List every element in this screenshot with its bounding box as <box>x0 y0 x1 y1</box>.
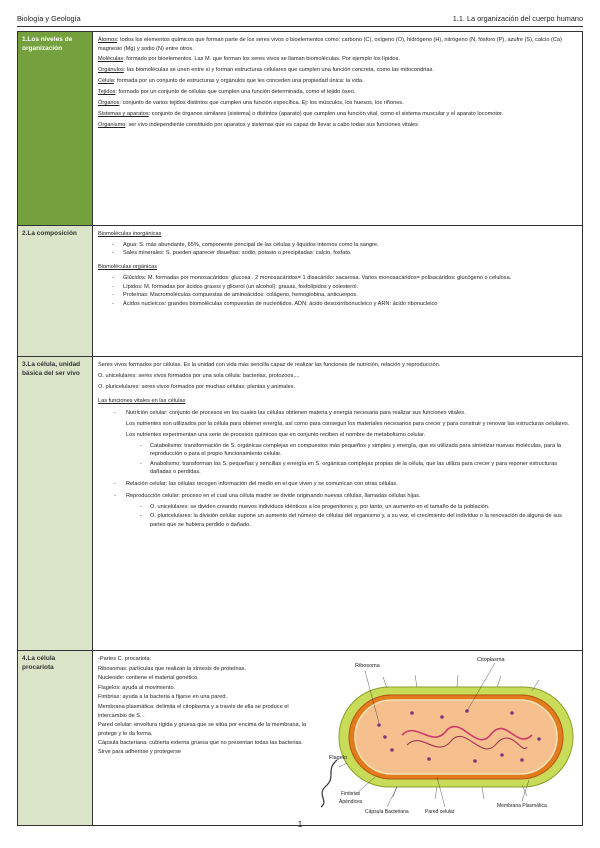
list-item: - Proteínas: Macromoléculas compuestas de aminoácidos: colágeno, hemoglobina, anticuerpos. <box>112 291 577 300</box>
label-citoplasma: Citoplasma <box>477 657 505 663</box>
page-header <box>17 13 583 27</box>
level-item: Orgánulos: las biomoléculas se unen entre sí y forman estructuras celulares que cumplen una función concreta, como las mitocondrias. <box>98 67 434 74</box>
list-item: - Agua: S. más abundante, 65%, componente principal de las células y líquidos internos como la sangre. <box>112 241 577 250</box>
label-apendices: Apéndices <box>339 799 363 805</box>
metabolism-list <box>140 442 577 477</box>
list-item: - Lípidos: M. formadas por ácidos grasos y glicerol (un alcohol): grasas, fosfolípidos y colesterol. <box>112 283 577 292</box>
section-label: 4.La célula procariota <box>18 651 93 825</box>
section-label: 1.Los niveles de organización <box>18 32 93 225</box>
flagellum <box>321 760 337 807</box>
level-item: Sistemas y aparatos: conjunto de órganos similares (sistema) o distintos (aparato) que cumplen una función vital, como el sistema muscular y el aparato locomotor. <box>98 110 504 117</box>
level-item: Órganos: conjunto de varios tejidos distintos que cumplen una función específica. Ej: los músculos, los huesos, los riñones. <box>98 100 404 107</box>
list-item: - Anabolismo: transforman las S. pequeñas y sencillas y energía en S. orgánicas complejas propias de la célula, que las utiliza para crecer y para reponer estructuras dañadas o perdidas. <box>140 460 577 477</box>
section-label: 3.La célula, unidad básica del ser vivo <box>18 357 93 650</box>
label-fimbrias: Fimbrias <box>341 791 361 797</box>
list-item: - Sales minerales: S. pueden aparecer disueltas: sodio, potasio o precipitadas: calcio, fosfato. <box>112 249 577 258</box>
level-item: Átomos: todos los elementos químicos que forman parte de los seres vivos o bioelementos como: carbono (C), oxígeno (O), hidrógeno (H), nitrógeno (N, fósforo (P), azufre (S), calcio (Ca) magnesio (Mg) y sodio (N) entre otros. <box>98 37 562 52</box>
paragraph: O. unicelulares: seres vivos formados por una sola célula: bacterias, protozoos,... <box>98 372 300 379</box>
list-item: - Catabolismo: transformación de S. orgánicas complejas en compuestos más pequeños y simples y energía, que es utilizada para sintetizar nuevas moléculas, para la reproducción o para el propio funcionamiento celular. <box>140 442 577 459</box>
vital-functions-list <box>114 409 577 529</box>
inorganic-list <box>112 241 577 258</box>
prokaryote-parts: -Partes C. procariota: Ribosomas: partículas que realizan la síntesis de proteínas. Nucleoide: contiene el material genético. Flagelos: ayuda al movimiento. Fimbrias: ayuda a la bacteria a fijarse en una pared. Membrana plasmática: delimita el citoplasma y a través de ella se produce el intercambio de S. . Pared celular: envoltura rígida y gruesa que se sitúa por encima de la membrana, la protege y le da forma. Cápsula bacteriana: cubierta externa gruesa que no presentan todas las bacterias. Sirve para adherirse y protegerse <box>98 656 307 755</box>
organic-list <box>112 274 577 308</box>
label-membrana: Membrana Plasmática <box>497 803 547 809</box>
list-item: - Glúcidos: M. formadas por monosacáridos: glucosa . 2 monosacáridos= 1 disacárido: sacarosa. Varios monosacáridos= polisacáridos: glucógeno o celulosa. <box>112 274 577 283</box>
paragraph: O. pluricelulares: seres vivos formados por muchas células: plantas y animales. <box>98 383 296 390</box>
section-content <box>93 357 582 650</box>
list-item: - Reproducción celular: proceso en el cual una célula madre se divide originando nuevas células, llamadas células hijas. - O. unicelulares: se dividen creando nuevos individuos idénticos a los progenitores y, por tanto, un aumento en el tamaño de la población. - O. pluricelulares: la división celular supone un aumento del número de células del organismo y, a su vez, el crecimiento del individuo o la renovación de alguna de sus partes que se hubiera perdido o dañado. <box>114 492 577 530</box>
level-item: Tejidos: formado por un conjunto de células que cumplen una función determinada, como el tejido óseo. <box>98 89 356 96</box>
paragraph: Seres vivos formados por células. Es la unidad con vida más sencilla capaz de realizar las funciones de nutrición, relación y reproducción. <box>98 362 441 368</box>
list-item: - Nutrición celular: conjunto de procesos en los cuales las células obtienen materia y energía necesaria para realizar sus funciones vitales. Los nutrientes son utilizados por la célula para obtener energía, así como para conseguir los materiales necesarios para crecer y para construir y renovar las estructuras celulares. Los nutrientes experimentan una serie de procesos químicos que en conjunto reciben el nombre de metabolismo celular. - Catabolismo: transformación de S. orgánicas complejas en compuestos más pequeños y simples y energía, que es utilizada para sintetizar nuevas moléculas, para la reproducción o para el propio funcionamiento celular. - Anabolismo: transforman las S. pequeñas y sencillas y energía en S. orgánicas complejas propias de la célula, que las utiliza para crecer y para reponer estructuras dañadas o perdidas. <box>114 409 577 477</box>
subheading: Biomoléculas orgánicas <box>98 264 158 271</box>
page-number: 1 <box>297 820 303 829</box>
level-item: Moléculas: formado por bioelementos. Las M. que forman los seres vivos se llaman biomoléculas. Por ejemplo los lípidos. <box>98 56 400 63</box>
header-subject: Biología y Geología <box>17 14 81 23</box>
level-item: Organismo: ser vivo independiente constituido por aparatos y sistemas que es capaz de llevar a cabo todas sus funciones vitales <box>98 121 418 128</box>
list-item: - Ácidos nucleicos: grandes biomoléculas compuestas de nucleótidos. ADN: ácido desoxirribonucleico y ARN: ácido ribonucleico <box>112 300 577 309</box>
section-label: 2.La composición <box>18 226 93 356</box>
list-item: - Relación celular: las células recogen información del medio en el que viven y se comunican con otras células. <box>114 480 577 489</box>
subheading: Las funciones vitales en las células <box>98 398 186 405</box>
reproduction-list <box>140 503 577 530</box>
label-flagelo: Flagelo <box>329 755 348 761</box>
label-ribosoma: Ribosoma <box>355 663 380 669</box>
section-composition <box>18 226 582 357</box>
level-item: Célula: formada por un conjunto de estructuras y orgánulos que les conceden una propiedad única: la vida. <box>98 78 364 85</box>
section-content <box>93 651 584 825</box>
section-prokaryote <box>18 651 582 825</box>
header-topic: 1.1. La organización del cuerpo humano <box>452 14 583 23</box>
label-capsula: Cápsula Bacteriana <box>365 809 409 815</box>
section-content <box>93 32 582 225</box>
summary-table <box>17 31 583 826</box>
list-item: - O. unicelulares: se dividen creando nuevos individuos idénticos a los progenitores y, por tanto, un aumento en el tamaño de la población. <box>140 503 577 512</box>
subheading: Biomoléculas inorgánicas <box>98 231 162 237</box>
section-levels <box>18 32 582 226</box>
prokaryote-diagram <box>317 655 579 815</box>
label-pared: Pared celular <box>425 809 455 815</box>
section-cell <box>18 357 582 651</box>
section-content <box>93 226 582 356</box>
list-item: - O. pluricelulares: la división celular supone un aumento del número de células del organismo y, a su vez, el crecimiento del individuo o la renovación de alguna de sus partes que se hubiera perdido o dañado. <box>140 512 577 529</box>
